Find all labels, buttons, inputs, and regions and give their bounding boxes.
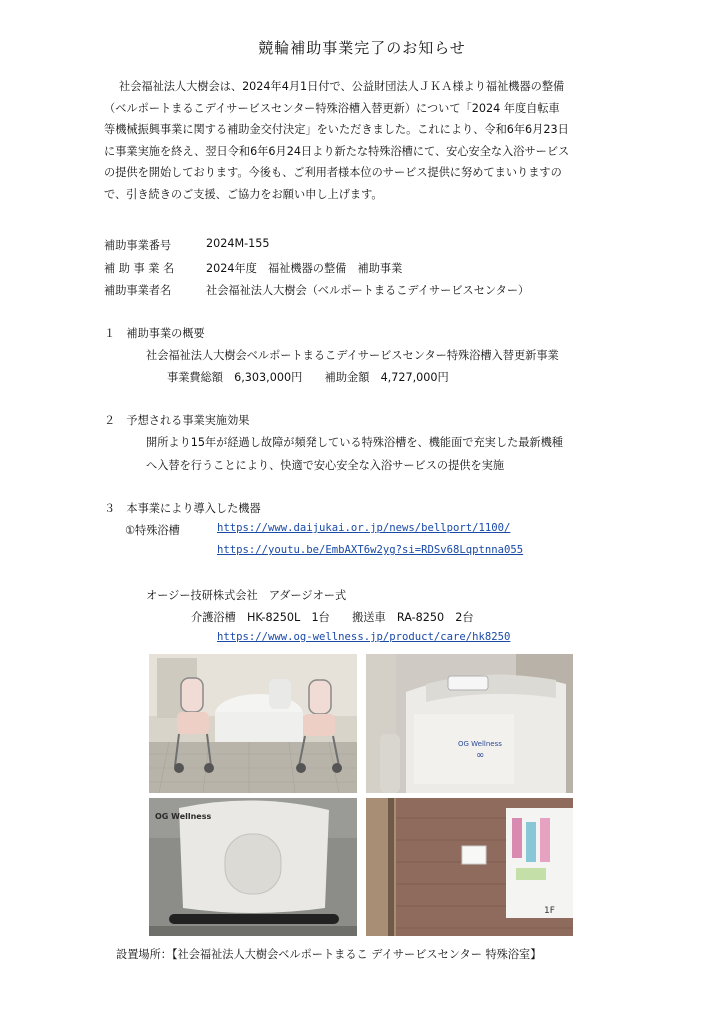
intro-line: （ベルポートまるこデイサービスセンター特殊浴槽入替更新）について「2024 年度自転車: [104, 101, 560, 115]
wave-logo-icon: ∞: [476, 750, 485, 761]
intro-line: の提供を開始しております。今後も、ご利用者様本位のサービス提供に努めてまいりますの: [104, 166, 562, 180]
name-label: 補 助 事 業 名: [104, 262, 175, 275]
operator-label: 補助事業者名: [104, 284, 172, 297]
section2-line1: 開所より15年が経過し故障が頻発している特殊浴槽を、機能面で充実した最新機種: [146, 436, 563, 449]
floor-label: 1F: [544, 906, 555, 916]
photo-room-door: [366, 798, 573, 936]
page-title: 競輪補助事業完了のお知らせ: [258, 39, 466, 57]
news-link[interactable]: https://www.daijukai.or.jp/news/bellport/1100/: [217, 522, 511, 534]
photo-bathtub-side: [366, 654, 573, 793]
installation-location: 設置場所：【社会福祉法人大樹会ベルポートまるこ デイサービスセンター 特殊浴室】: [116, 948, 542, 961]
intro-line: で、引き続きのご支援、ご協力をお願い申し上げます。: [104, 187, 383, 201]
brand-logo-text: OG Wellness: [155, 812, 212, 821]
photo-headrest: [149, 798, 357, 936]
section1-heading: １ 補助事業の概要: [104, 327, 205, 340]
operator-value: 社会福祉法人大樹会（ベルポートまるこデイサービスセンター）: [206, 284, 530, 297]
intro-line: 等機械振興事業に関する補助金交付決定」をいただきました。これにより、令和6年6月23日: [104, 123, 569, 137]
section1-line2: 事業費総額 6,303,000円 補助金額 4,727,000円: [167, 371, 449, 384]
number-value: 2024M-155: [206, 237, 270, 250]
section3-heading: ３ 本事業により導入した機器: [104, 502, 261, 515]
photo-bath-room: [149, 654, 357, 793]
section2-heading: ２ 予想される事業実施効果: [104, 414, 250, 427]
bath-item-label: ①特殊浴槽: [125, 524, 180, 537]
youtube-link[interactable]: https://youtu.be/EmbAXT6w2yg?si=RDSv68Lqptnna055: [217, 544, 524, 556]
equipment-line: 介護浴槽 HK-8250L 1台 搬送車 RA-8250 2台: [191, 611, 474, 624]
tub-logo-text: OG Wellness: [458, 740, 502, 748]
intro-paragraph: [104, 76, 624, 206]
intro-line: に事業実施を終え、翌日令和6年6月24日より新たな特殊浴槽にて、安心安全な入浴サービス: [104, 144, 570, 158]
intro-line: 社会福祉法人大樹会は、2024年4月1日付で、公益財団法人ＪＫＡ様より福祉機器の整備: [119, 80, 565, 93]
product-link[interactable]: https://www.og-wellness.jp/product/care/hk8250: [217, 631, 511, 643]
section2-line2: へ入替を行うことにより、快適で安心安全な入浴サービスの提供を実施: [146, 459, 505, 472]
section1-line1: 社会福祉法人大樹会ベルポートまるこデイサービスセンター特殊浴槽入替更新事業: [146, 349, 559, 362]
maker-line: オージー技研株式会社 アダージオー式: [146, 589, 347, 602]
number-label: 補助事業番号: [104, 239, 172, 252]
name-value: 2024年度 福祉機器の整備 補助事業: [206, 262, 403, 275]
